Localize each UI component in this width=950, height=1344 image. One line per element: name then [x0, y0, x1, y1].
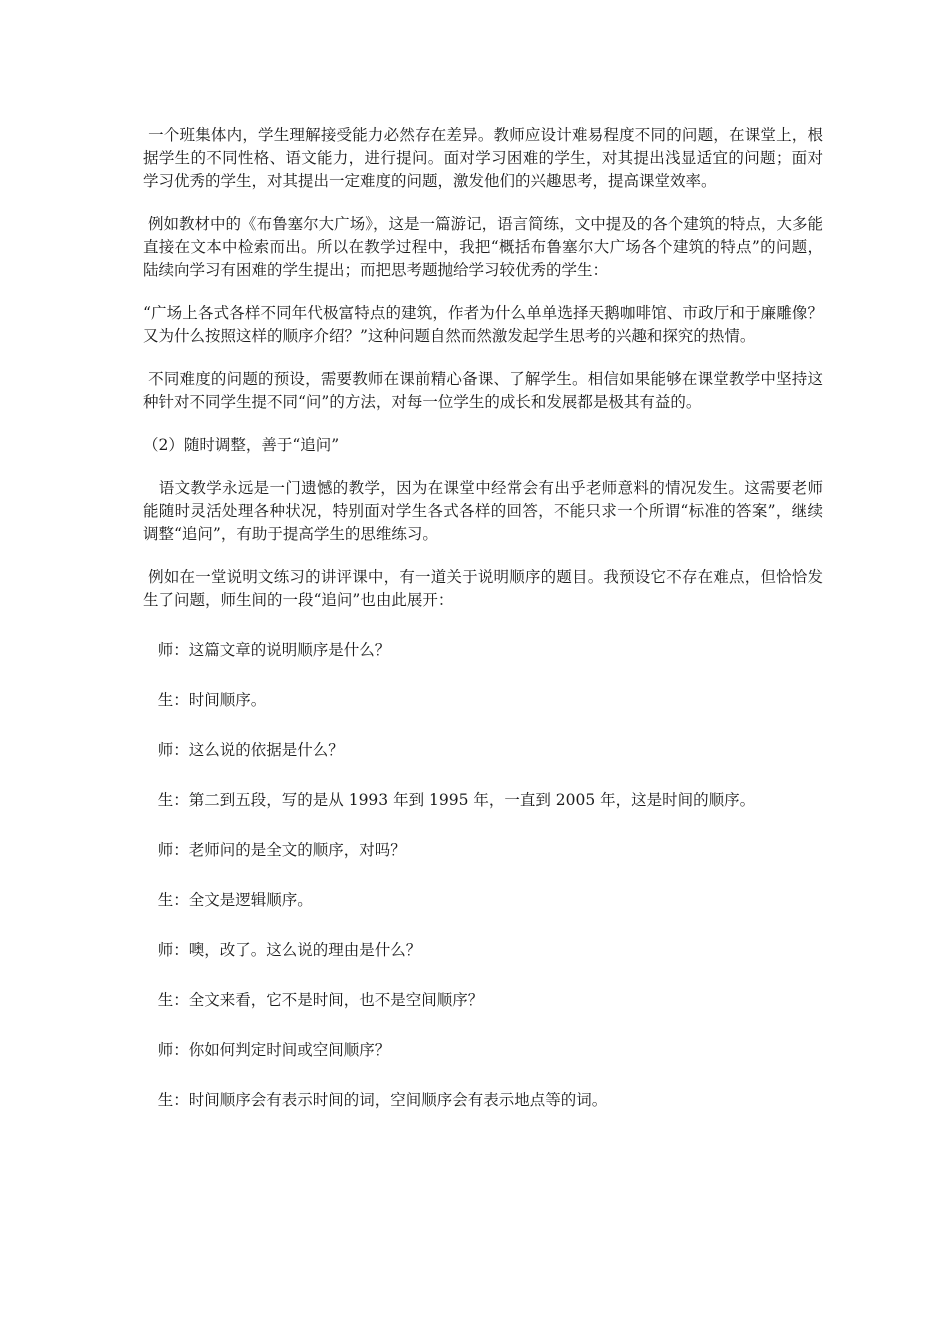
document-body — [143, 124, 823, 1139]
dialogue-line: 师：这篇文章的说明顺序是什么？ — [143, 641, 391, 659]
dialogue-line: 师：你如何判定时间或空间顺序？ — [143, 1041, 391, 1059]
dialogue-line: 生：全文来看，它不是时间，也不是空间顺序？ — [143, 991, 484, 1009]
dialogue-line: 师：老师问的是全文的顺序，对吗？ — [143, 841, 406, 859]
dialogue-line: 师：噢，改了。这么说的理由是什么？ — [143, 941, 422, 959]
dialogue-line: 师：这么说的依据是什么？ — [143, 741, 344, 759]
paragraph-intro-2: 例如教材中的《布鲁塞尔大广场》，这是一篇游记，语言简练，文中提及的各个建筑的特点，大多能直接在文本中检索而出。所以在教学过程中，我把“概括布鲁塞尔大广场各个建筑的特点”的问题，陆续向学习有困难的学生提出；而把思考题抛给学习较优秀的学生： — [143, 215, 823, 279]
paragraph-intro-1: 一个班集体内，学生理解接受能力必然存在差异。教师应设计难易程度不同的问题，在课堂上，根据学生的不同性格、语文能力，进行提问。面对学习困难的学生，对其提出浅显适宜的问题；面对学习优秀的学生，对其提出一定难度的问题，激发他们的兴趣思考，提高课堂效率。 — [143, 126, 823, 190]
dialogue-line: 生：全文是逻辑顺序。 — [143, 891, 313, 909]
section-heading: （2）随时调整，善于“追问” — [143, 436, 340, 454]
dialogue-line: 生：时间顺序。 — [143, 691, 267, 709]
dialogue-line: 生：时间顺序会有表示时间的词，空间顺序会有表示地点等的词。 — [143, 1091, 608, 1109]
paragraph-intro-4: 不同难度的问题的预设，需要教师在课前精心备课、了解学生。相信如果能够在课堂教学中坚持这种针对不同学生提不同“问”的方法，对每一位学生的成长和发展都是极其有益的。 — [143, 370, 823, 411]
paragraph-intro-3: “广场上各式各样不同年代极富特点的建筑，作者为什么单单选择天鹅咖啡馆、市政厅和于廉雕像？又为什么按照这样的顺序介绍？”这种问题自然而然激发起学生思考的兴趣和探究的热情。 — [143, 304, 823, 345]
dialogue-line: 生：第二到五段，写的是从 1993 年到 1995 年，一直到 2005 年，这是时间的顺序。 — [143, 791, 756, 809]
paragraph-section-2: 例如在一堂说明文练习的讲评课中，有一道关于说明顺序的题目。我预设它不存在难点，但恰恰发生了问题，师生间的一段“追问”也由此展开： — [143, 568, 823, 609]
paragraph-section-1: 语文教学永远是一门遗憾的教学，因为在课堂中经常会有出乎老师意料的情况发生。这需要老师能随时灵活处理各种状况，特别面对学生各式各样的回答，不能只求一个所谓“标准的答案”，继续调整“追问”，有助于提高学生的思维练习。 — [143, 479, 823, 543]
